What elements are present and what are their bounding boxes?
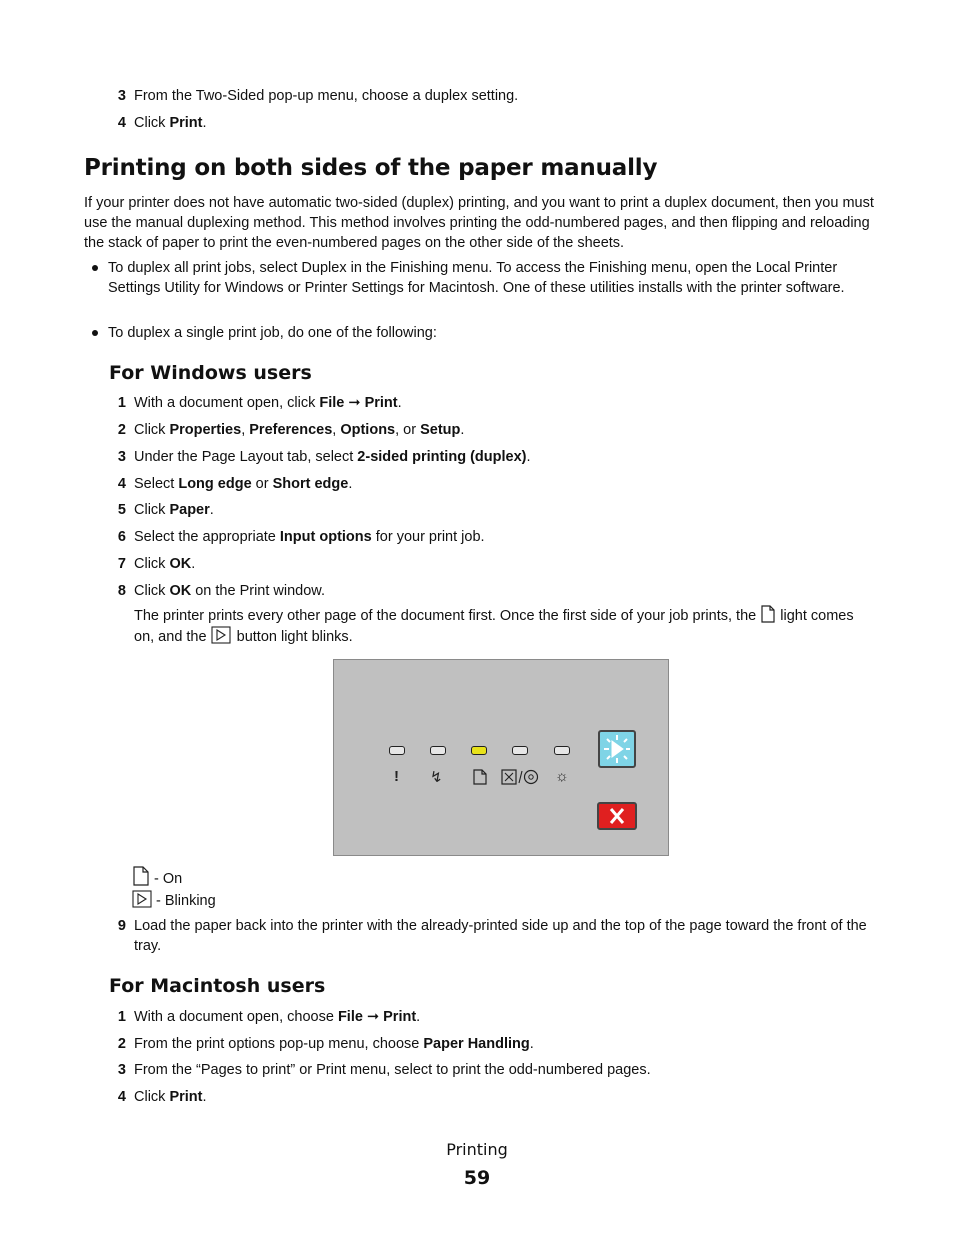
step-text: Click Properties, Preferences, Options, or Setup. [134, 422, 465, 438]
continue-icon [132, 890, 152, 908]
continue-blink-icon [600, 732, 634, 766]
toner-drum-icon [501, 768, 541, 786]
ready-icon: ☼ [555, 768, 569, 785]
cancel-x-icon [599, 804, 635, 828]
step-number: 8 [117, 583, 126, 599]
step-text: Click Print. [134, 1089, 207, 1105]
toner-light [512, 746, 528, 755]
step-text: From the print options pop-up menu, choose Paper Handling. [134, 1036, 534, 1052]
load-paper-icon [760, 605, 776, 623]
step-text: Under the Page Layout tab, select 2-sided printing (duplex). [134, 449, 531, 465]
legend-on-label: - On [154, 871, 183, 887]
step-number: 2 [117, 1036, 126, 1052]
legend-blinking [132, 890, 216, 911]
step-number: 1 [117, 1009, 126, 1025]
step-text: Click OK. [134, 556, 196, 572]
load-paper-light [471, 746, 487, 755]
bullet-text: To duplex a single print job, do one of the following: [108, 325, 437, 341]
bullet-dot [92, 265, 98, 271]
page-number: 59 [463, 1167, 491, 1189]
paper-jam-icon: ↯ [430, 769, 443, 786]
step-text: From the “Pages to print” or Print menu, select to print the odd-numbered pages. [134, 1062, 651, 1078]
windows-heading: For Windows users [109, 362, 312, 384]
paper-jam-light [430, 746, 446, 755]
section-title: Printing on both sides of the paper manually [84, 155, 658, 181]
step-number: 3 [117, 88, 126, 104]
legend-on [132, 866, 182, 889]
step-text: Click OK on the Print window. [134, 583, 326, 599]
error-icon: ! [394, 768, 399, 785]
continue-icon [211, 626, 233, 644]
step-text: With a document open, click File ➞ Print. [134, 395, 402, 411]
step-number: 4 [117, 476, 126, 492]
step-text: Load the paper back into the printer with the already-printed side up and the top of the page toward the front of the tray. [134, 918, 867, 954]
legend-blinking-label: - Blinking [156, 893, 216, 909]
cancel-button[interactable] [597, 802, 637, 830]
step-number: 6 [117, 529, 126, 545]
step-text: Select Long edge or Short edge. [134, 476, 353, 492]
step-number: 3 [117, 1062, 126, 1078]
step-text: Click Paper. [134, 502, 214, 518]
step-number: 2 [117, 422, 126, 438]
step-8-note: The printer prints every other page of the document first. Once the first side of your job prints, the light comes on, and the button light blinks. [134, 605, 874, 647]
step-number: 4 [117, 115, 126, 131]
step-number: 1 [117, 395, 126, 411]
step-number: 4 [117, 1089, 126, 1105]
ready-light [554, 746, 570, 755]
load-paper-icon [132, 866, 150, 886]
step-text: Select the appropriate Input options for your print job. [134, 529, 485, 545]
step-number: 7 [117, 556, 126, 572]
step-text: Click Print. [134, 115, 207, 131]
step-text: With a document open, choose File ➞ Print. [134, 1009, 421, 1025]
printer-control-panel [333, 659, 669, 856]
error-light [389, 746, 405, 755]
intro-paragraph: If your printer does not have automatic two-sided (duplex) printing, and you want to print a duplex document, then you must use the manual duplexing method. This method involves printing the odd-numbered pages, and then flipping and reloading the stack of paper to print the even-numbered pages on the other side of the sheets. [84, 195, 874, 251]
step-number: 3 [117, 449, 126, 465]
step-number: 9 [117, 918, 126, 934]
step-number: 5 [117, 502, 126, 518]
mac-heading: For Macintosh users [109, 975, 326, 997]
continue-button[interactable] [598, 730, 636, 768]
footer-section-name: Printing [446, 1140, 508, 1159]
bullet-text: To duplex all print jobs, select Duplex in the Finishing menu. To access the Finishing menu, open the Local Printer Settings Utility for Windows or Printer Settings for Macintosh. One of these utilities installs with the printer software. [108, 260, 845, 296]
bullet-dot [92, 330, 98, 336]
step-text: From the Two-Sided pop-up menu, choose a duplex setting. [134, 88, 519, 104]
load-paper-icon [473, 769, 487, 785]
